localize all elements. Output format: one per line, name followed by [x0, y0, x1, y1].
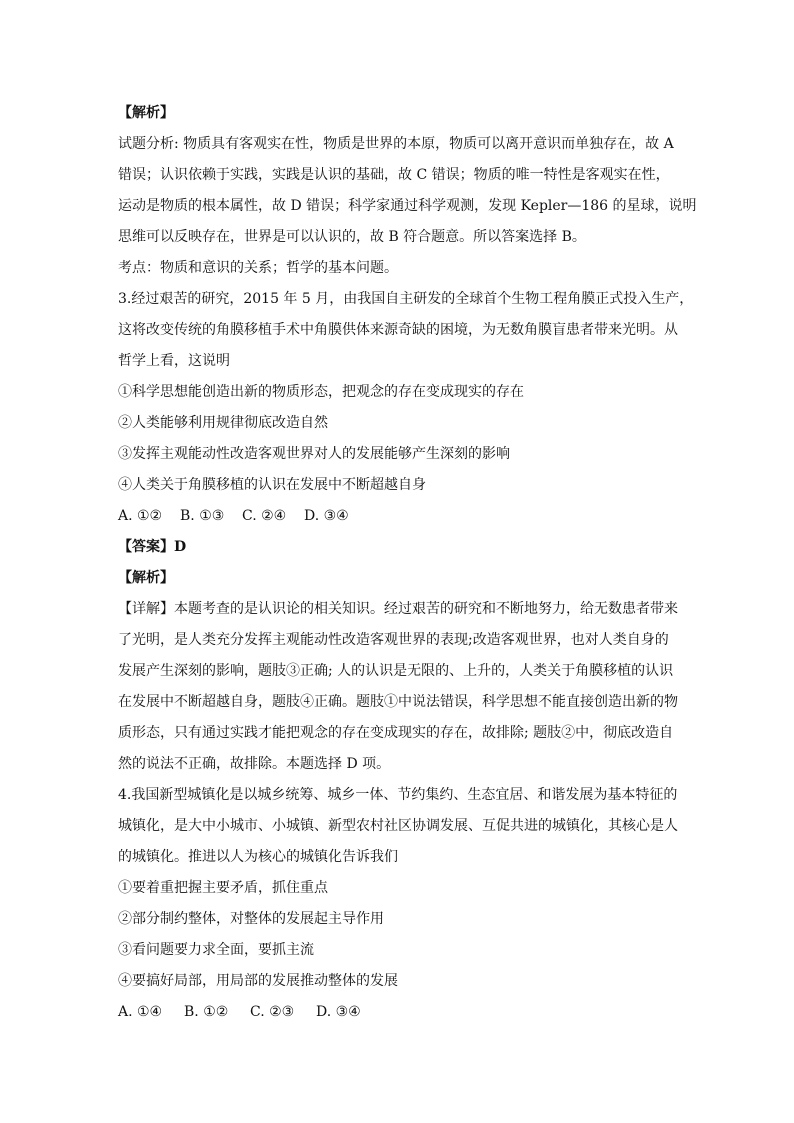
option-b: B. ①③ [180, 508, 225, 524]
question-4-item: ④要搞好局部，用局部的发展推动整体的发展 [118, 973, 398, 989]
question-3-stem: 哲学上看，这说明 [118, 353, 230, 369]
option-a: A. ①② [118, 508, 163, 524]
analysis-label: 【解析】 [118, 105, 174, 121]
analysis-line: 错误；认识依赖于实践，实践是认识的基础，故 C 错误；物质的唯一特性是客观实在性， [118, 167, 670, 183]
question-3-stem: 这将改变传统的角膜移植手术中角膜供体来源奇缺的困境，为无数角膜盲患者带来光明。从 [118, 322, 678, 338]
analysis-line: 思维可以反映存在，世界是可以认识的，故 B 符合题意。所以答案选择 B。 [118, 229, 586, 245]
analysis-label: 【解析】 [118, 570, 174, 586]
detail-line: 在发展中不断超越自身，题肢④正确。题肢①中说法错误，科学思想不能直接创造出新的物 [118, 694, 678, 710]
question-3-stem: 3.经过艰苦的研究，2015 年 5 月，由我国自主研发的全球首个生物工程角膜正式投入生产， [118, 291, 694, 307]
question-4-item: ①要着重把握主要矛盾，抓住重点 [118, 880, 328, 896]
option-d: D. ③④ [304, 508, 349, 524]
content [118, 98, 697, 1028]
option-a: A. ①④ [118, 1004, 163, 1020]
analysis-line: 试题分析: 物质具有客观实在性，物质是世界的本原，物质可以离开意识而单独存在，故 A [118, 136, 674, 152]
detail-line: 发展产生深刻的影响，题肢③正确; 人的认识是无限的、上升的，人类关于角膜移植的认识 [118, 663, 674, 679]
option-c: C. ②④ [242, 508, 287, 524]
question-3-item: ④人类关于角膜移植的认识在发展中不断超越自身 [118, 477, 426, 493]
question-4-item: ③看问题要力求全面，要抓主流 [118, 942, 314, 958]
question-4-stem: 的城镇化。推进以人为核心的城镇化告诉我们 [118, 849, 398, 865]
question-4-stem: 4.我国新型城镇化是以城乡统筹、城乡一体、节约集约、生态宜居、和谐发展为基本特征的 [118, 787, 678, 803]
detail-line: 质形态，只有通过实践才能把观念的存在变成现实的存在，故排除; 题肢②中，彻底改造自 [118, 725, 674, 741]
question-3-options [118, 501, 686, 532]
option-b: B. ①② [184, 1004, 229, 1020]
option-d: D. ③④ [316, 1004, 361, 1020]
question-3-item: ③发挥主观能动性改造客观世界对人的发展能够产生深刻的影响 [118, 446, 510, 462]
question-4-stem: 城镇化，是大中小城市、小城镇、新型农村社区协调发展、互促共进的城镇化，其核心是人 [118, 818, 678, 834]
question-3-item: ①科学思想能创造出新的物质形态，把观念的存在变成现实的存在 [118, 384, 524, 400]
question-3-item: ②人类能够利用规律彻底改造自然 [118, 415, 328, 431]
answer-line: 【答案】D [118, 539, 187, 555]
detail-line: 【详解】本题考查的是认识论的相关知识。经过艰苦的研究和不断地努力，给无数患者带来 [118, 601, 678, 617]
question-4-item: ②部分制约整体，对整体的发展起主导作用 [118, 911, 384, 927]
option-c: C. ②③ [250, 1004, 295, 1020]
detail-line: 然的说法不正确，故排除。本题选择 D 项。 [118, 756, 391, 772]
detail-line: 了光明，是人类充分发挥主观能动性改造客观世界的表现;改造客观世界，也对人类自身的 [118, 632, 669, 648]
analysis-line: 运动是物质的根本属性，故 D 错误；科学家通过科学观测，发现 Kepler—186 的星球，说明 [118, 198, 697, 214]
question-4-options [118, 997, 686, 1028]
kaodian-line: 考点：物质和意识的关系；哲学的基本问题。 [118, 260, 398, 276]
